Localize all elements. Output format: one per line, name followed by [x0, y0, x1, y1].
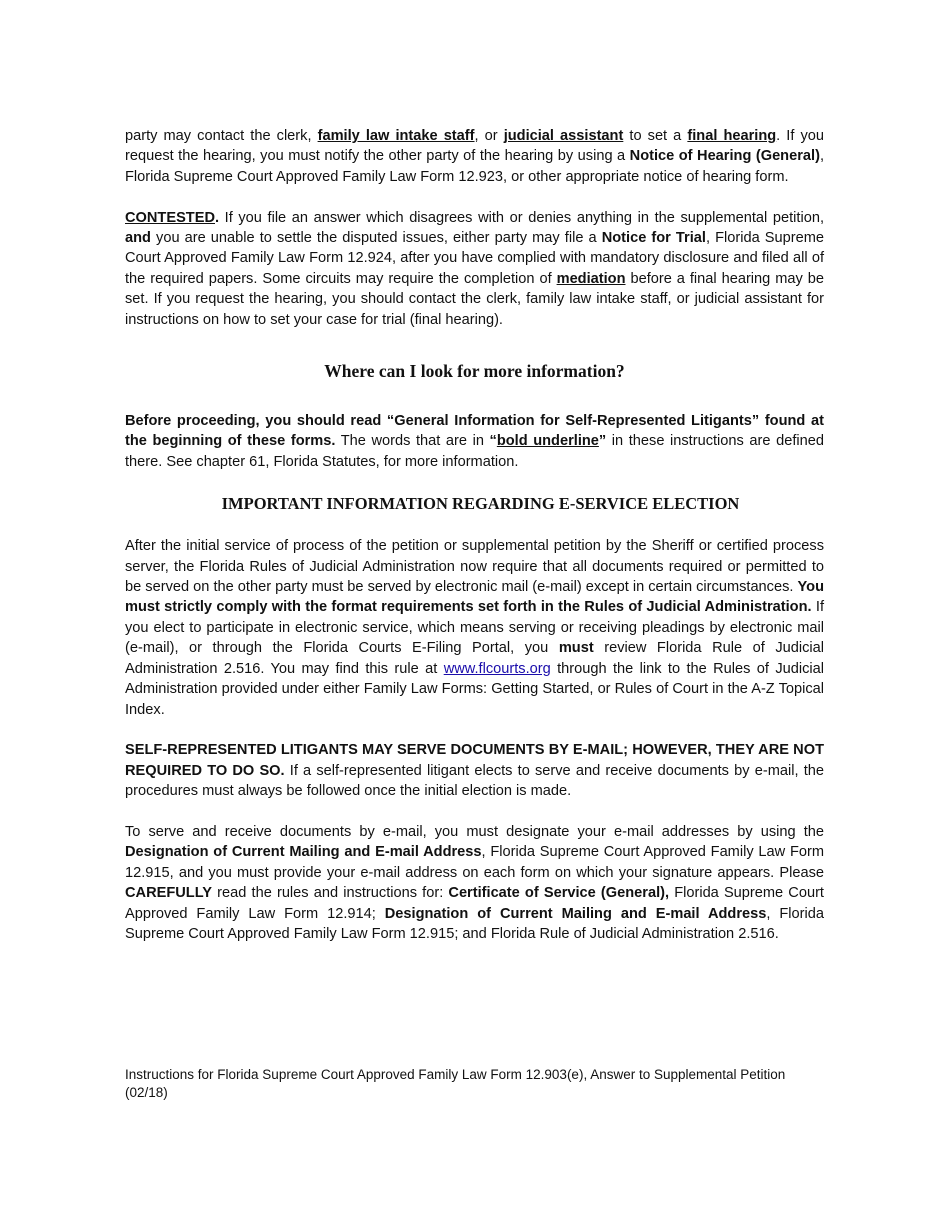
text: . If you request the hearing, you must notify the other party of the hearing by using a [125, 128, 825, 165]
form-notice-for-trial: Notice for Trial [601, 230, 706, 247]
text: , Florida Supreme Court Approved Family Law Form 12.924, after you have complied with mandatory disclosure and filed all of the required papers. Some circuits may require the completion of [125, 230, 824, 287]
text: in these instructions are defined there. See chapter 61, Florida Statutes, for more information. [125, 433, 824, 470]
form-certificate-of-service: Certificate of Service (General), [448, 885, 670, 902]
text: read the rules and instructions for: [212, 885, 449, 902]
text: The words that are in [335, 433, 490, 450]
read-general-info-notice: Before proceeding, you should read “General Information for Self-Represented Litigants” found at the beginning of these forms. [125, 413, 824, 450]
heading-e-service-election: IMPORTANT INFORMATION REGARDING E-SERVICE ELECTION [221, 494, 740, 514]
e-service-paragraph [125, 536, 824, 720]
page-footer: Instructions for Florida Supreme Court Approved Family Law Form 12.903(e), Answer to Supplemental Petition (02/18) [125, 1067, 786, 1100]
heading-more-information: Where can I look for more information? [324, 361, 625, 382]
term-family-law-intake-staff: family law intake staff [317, 128, 475, 144]
emphasis-and: and [125, 230, 151, 247]
format-requirements-notice: You must strictly comply with the format requirements set forth in the Rules of Judicial Administration. [125, 579, 824, 616]
text: party may contact the clerk, [125, 128, 318, 144]
designation-paragraph [125, 822, 824, 944]
text: “ [489, 433, 497, 450]
term-final-hearing: final hearing [687, 128, 777, 144]
emphasis-must: must [558, 640, 594, 657]
self-represented-paragraph [125, 740, 824, 801]
text: , Florida Supreme Court Approved Family Law Form 12.915, and you must provide your e-mail address on each form on which your signature appears. Please [125, 844, 824, 881]
term-contested: CONTESTED [125, 209, 215, 226]
text: Florida Supreme Court Approved Family Law Form 12.914; [125, 885, 824, 922]
text: If a self-represented litigant elects to serve and receive documents by e-mail, the procedures must always be followed once the initial election is made. [125, 762, 824, 800]
text: , or [474, 128, 504, 144]
self-represented-notice: SELF-REPRESENTED LITIGANTS MAY SERVE DOCUMENTS BY E-MAIL; HOWEVER, THEY ARE NOT REQUIRED TO DO SO. [125, 742, 824, 779]
contested-paragraph [125, 208, 824, 330]
term-mediation: mediation [556, 270, 626, 287]
text: After the initial service of process of the petition or supplemental petition by the Sheriff or certified process server, the Florida Rules of Judicial Administration now require that all documents required or permitted to be served on the other party must be served by electronic mail (e-mail) except in certain circumstances. [125, 538, 824, 596]
text: If you elect to participate in electronic service, which means serving or receiving pleadings by electronic mail (e-mail), or through the Florida Courts E-Filing Portal, you [125, 599, 824, 657]
text: to set a [623, 128, 688, 144]
flcourts-link[interactable]: www.flcourts.org [443, 660, 551, 677]
text: . [215, 209, 220, 226]
text: If you file an answer which disagrees with or denies anything in the supplemental petition, [219, 209, 824, 226]
form-designation-of-address: Designation of Current Mailing and E-mail Address [125, 844, 482, 861]
hearing-paragraph [125, 126, 824, 187]
term-bold-underline: bold underline [496, 433, 599, 450]
text: you are unable to settle the disputed issues, either party may file a [150, 230, 602, 247]
emphasis-carefully: CAREFULLY [125, 885, 213, 902]
text: before a final hearing may be set. If you request the hearing, you should contact the clerk, family law intake staff, or judicial assistant for instructions on how to set your case for trial (final hearing). [125, 270, 824, 328]
text: , Florida Supreme Court Approved Family Law Form 12.923, or other appropriate notice of hearing form. [125, 148, 824, 185]
text: ” [598, 433, 607, 450]
text: To serve and receive documents by e-mail, you must designate your e-mail addresses by using the [125, 823, 824, 840]
text: through the link to the Rules of Judicial Administration provided under either Family Law Forms: Getting Started, or Rules of Court in the A-Z Topical Index. [125, 660, 825, 718]
form-designation-of-address-2: Designation of Current Mailing and E-mail Address [384, 905, 767, 922]
more-information-paragraph [125, 411, 824, 472]
text: review Florida Rule of Judicial Administration 2.516. You may find this rule at [125, 640, 824, 677]
form-notice-of-hearing: Notice of Hearing (General) [629, 148, 820, 165]
term-judicial-assistant: judicial assistant [503, 128, 624, 144]
text: , Florida Supreme Court Approved Family Law Form 12.915; and Florida Rule of Judicial Administration 2.516. [125, 905, 824, 942]
document-body [125, 126, 824, 944]
